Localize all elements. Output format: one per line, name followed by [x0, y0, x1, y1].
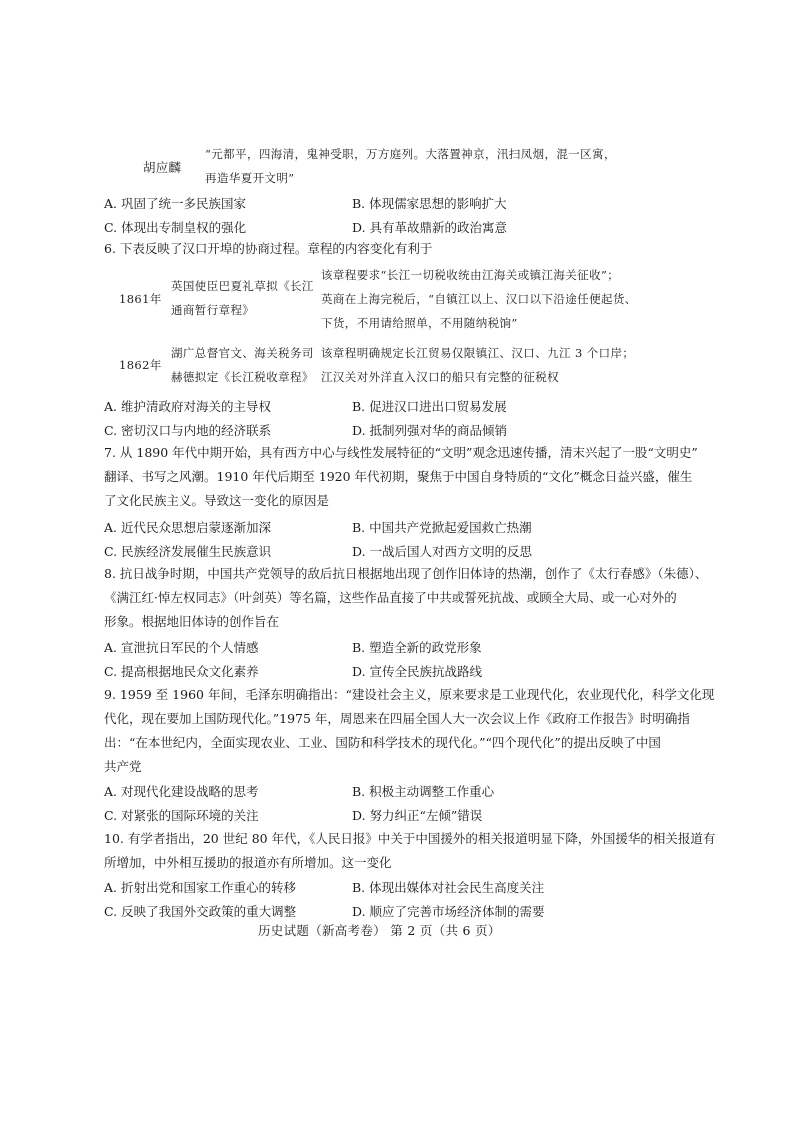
q8-option-d: D. 宣传全民族抗战路线: [352, 664, 483, 679]
quote-line-1: “元都平，四海清，鬼神受职，万方庭列。大落置神京，汛扫凤烟，混一区寓，: [205, 147, 616, 161]
q7-line-2: 翻译、书写之风潮。1910 年代后期至 1920 年代初期，聚焦于中国自身特质的“文化”概念日益兴盛，催生: [104, 469, 693, 484]
q6-row2-year: 1862年: [119, 358, 162, 372]
q8-option-a: A. 宣泄抗日军民的个人情感: [104, 640, 259, 655]
q10-line-1: 10. 有学者指出，20 世纪 80 年代，《人民日报》中关于中国援外的相关报道明显下降，外国援华的相关报道有: [104, 831, 716, 846]
q7-option-c: C. 民族经济发展催生民族意识: [104, 544, 272, 559]
q9-option-a: A. 对现代化建设战略的思考: [104, 784, 259, 799]
q10-option-d: D. 顺应了完善市场经济体制的需要: [352, 904, 545, 919]
q6-option-d: D. 抵制列强对华的商品倾销: [352, 423, 508, 438]
q8-line-2: 《满江红·悼左权同志》（叶剑英）等名篇，这些作品直接了中共或誓死抗战、或顾全大局、或一心对外的: [104, 590, 677, 605]
q9-option-d: D. 努力纠正“左倾”错误: [352, 808, 483, 823]
q9-line-3: 出：“在本世纪内，全面实现农业、工业、国防和科学技术的现代化。”“四个现代化”的提出反映了中国: [104, 735, 661, 750]
q9-option-b: B. 积极主动调整工作重心: [352, 784, 495, 799]
q10-option-b: B. 体现出媒体对社会民生高度关注: [352, 880, 545, 895]
q10-option-c: C. 反映了我国外交政策的重大调整: [104, 904, 297, 919]
q6-stem: 6. 下表反映了汉口开埠的协商过程。章程的内容变化有利于: [104, 241, 433, 256]
q8-option-b: B. 塑造全新的政党形象: [352, 640, 482, 655]
quote-author: 胡应麟: [143, 160, 182, 175]
quote-line-2: 再造华夏开文明”: [205, 171, 295, 185]
q6-row2-who-1: 湖广总督官文、海关税务司: [171, 346, 314, 360]
q7-option-b: B. 中国共产党掀起爱国救亡热潮: [352, 520, 532, 535]
q8-line-3: 形象。根据地旧体诗的创作旨在: [104, 614, 280, 629]
q7-line-1: 7. 从 1890 年代中期开始，具有西方中心与线性发展特征的“文明”观念迅速传播，清末兴起了一股“文明史”: [104, 445, 698, 460]
q5-option-c: C. 体现出专制皇权的强化: [104, 220, 247, 235]
q8-line-1: 8. 抗日战争时期，中国共产党领导的敌后抗日根据地出现了创作旧体诗的热潮，创作了《太行春感》（朱德）、: [104, 566, 708, 581]
q6-row1-who-1: 英国使臣巴夏礼草拟《长江: [171, 279, 314, 293]
q10-option-a: A. 折射出党和国家工作重心的转移: [104, 880, 296, 895]
page-footer: 历史试题（新高考卷） 第 2 页（共 6 页）: [258, 923, 501, 938]
q6-row1-content-1: 该章程要求“长江一切税收统由江海关或镇江海关征收”；: [321, 268, 620, 282]
q6-option-a: A. 维护清政府对海关的主导权: [104, 399, 271, 414]
q6-row2-who-2: 赫德拟定《长江税收章程》: [171, 370, 314, 384]
q9-option-c: C. 对紧张的国际环境的关注: [104, 808, 259, 823]
q9-line-4: 共产党: [104, 759, 142, 774]
q6-row1-content-2: 英商在上海完税后，“自镇江以上、汉口以下沿途任便起货、: [321, 292, 637, 306]
q5-option-b: B. 体现儒家思想的影响扩大: [352, 196, 507, 211]
q5-option-d: D. 具有革故鼎新的政治寓意: [352, 220, 508, 235]
q7-option-a: A. 近代民众思想启蒙逐渐加深: [104, 520, 271, 535]
q5-option-a: A. 巩固了统一多民族国家: [104, 196, 246, 211]
q6-row1-year: 1861年: [119, 292, 162, 306]
q6-option-b: B. 促进汉口进出口贸易发展: [352, 399, 507, 414]
q6-row1-who-2: 通商暂行章程》: [171, 303, 255, 317]
q7-line-3: 了文化民族主义。导致这一变化的原因是: [104, 493, 330, 508]
q10-line-2: 所增加，中外相互援助的报道亦有所增加。这一变化: [104, 855, 392, 870]
q9-line-1: 9. 1959 至 1960 年间，毛泽东明确指出：“建设社会主义，原来要求是工业现代化，农业现代化，科学文化现: [104, 687, 715, 702]
q8-option-c: C. 提高根据地民众文化素养: [104, 664, 259, 679]
q6-row2-content-1: 该章程明确规定长江贸易仅限镇江、汉口、九江 3 个口岸；: [321, 346, 635, 360]
q6-option-c: C. 密切汉口与内地的经济联系: [104, 423, 272, 438]
q7-option-d: D. 一战后国人对西方文明的反思: [352, 544, 533, 559]
q6-row2-content-2: 江汉关对外洋直入汉口的船只有完整的征税权: [321, 370, 559, 384]
q6-row1-content-3: 下货，不用请给照单，不用随纳税饷”: [321, 316, 518, 330]
q9-line-2: 代化，现在要加上国防现代化。”1975 年，周恩来在四届全国人大一次会议上作《政府工作报告》时明确指: [104, 711, 690, 726]
